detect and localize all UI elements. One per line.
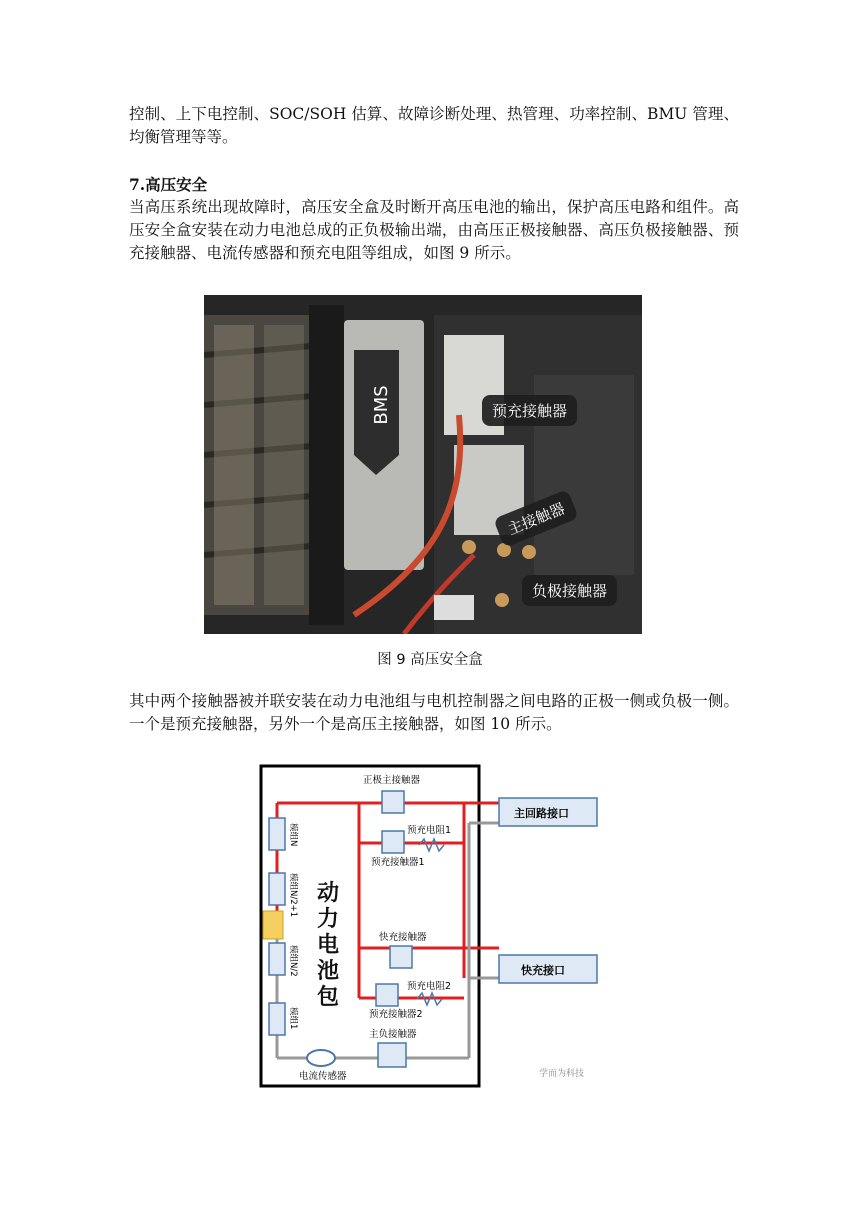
current-sensor-label: 电流传感器 — [299, 1071, 347, 1082]
precharge-con1-label: 预充接触器1 — [371, 857, 425, 868]
bms-label: BMS — [370, 385, 392, 425]
module-1-label: 模组1 — [288, 1007, 298, 1030]
precharge-con2-label: 预充接触器2 — [369, 1009, 423, 1020]
section-heading: 7.高压安全 — [129, 175, 208, 194]
module-n2p1-label: 模组N/2+1 — [288, 873, 298, 918]
hv-circuit-diagram — [259, 763, 618, 1090]
precharge-res1-label: 预充电阻1 — [407, 825, 452, 836]
paragraph-bms-functions: 控制、上下电控制、SOC/SOH 估算、故障诊断处理、热管理、功率控制、BMU 管理、均衡管理等等。 — [129, 105, 739, 146]
pos-main-label: 正极主接触器 — [363, 775, 421, 786]
pack-label: 动力电池包 — [317, 881, 340, 1010]
hv-safety-box-photo — [204, 295, 642, 634]
figure-9-caption: 图 9 高压安全盒 — [377, 652, 483, 668]
neg-main-label: 主负接触器 — [369, 1029, 417, 1040]
paragraph-contactors: 其中两个接触器被并联安装在动力电池组与电机控制器之间电路的正极一侧或负极一侧。一个是预充接触器，另外一个是高压主接触器，如图 10 所示。 — [129, 692, 739, 733]
precharge-contactor-label: 预充接触器 — [482, 395, 577, 426]
negative-contactor-label: 负极接触器 — [522, 575, 617, 606]
paragraph-hv-safety: 当高压系统出现故障时，高压安全盒及时断开高压电池的输出，保护高压电路和组件。高压安全盒安装在动力电池总成的正负极输出端，由高压正极接触器、高压负极接触器、预充接触器、电流传感器和预充电阻等组成，如图 9 所示。 — [129, 198, 739, 262]
main-contactor-label: 主接触器 — [493, 489, 579, 548]
precharge-res2-label: 预充电阻2 — [407, 981, 452, 992]
watermark: 学而为科技 — [539, 1069, 585, 1079]
fast-charge-con-label: 快充接触器 — [379, 932, 427, 943]
circuit-drawing — [259, 763, 618, 1090]
fast-port-label: 快充接口 — [521, 964, 565, 977]
module-n-label: 模组N — [288, 823, 298, 847]
main-port-label: 主回路接口 — [514, 807, 569, 820]
module-n2-label: 模组N/2 — [288, 945, 298, 977]
